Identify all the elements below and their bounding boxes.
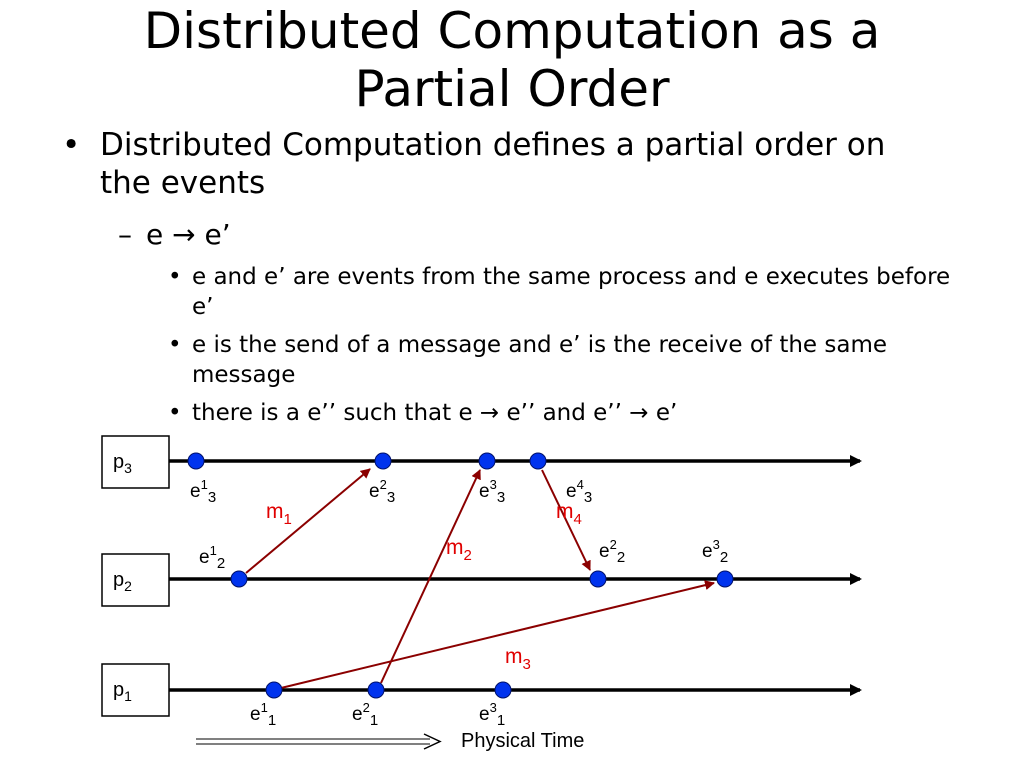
- bullet-dot-icon: •: [168, 264, 182, 290]
- bullet-dash-icon: –: [118, 218, 132, 251]
- event-label-e2-2: $e^2_2$: [599, 537, 626, 566]
- event-label-e3-1: $e^3_1$: [479, 700, 506, 729]
- event-label-e1-3: $e^1_3$: [190, 477, 217, 506]
- process-label-base: p: [113, 679, 125, 701]
- message-label-m1: $m_1$: [266, 500, 292, 528]
- event-dot-e1-1: [266, 682, 282, 698]
- event-dot-e1-3: [188, 453, 204, 469]
- event-label-e3-3: $e^3_3$: [479, 477, 506, 506]
- bullet-level-3-text: there is a e’’ such that e → e’’ and e’’ → e’: [192, 400, 678, 426]
- event-label-e1-2: $e^1_2$: [199, 543, 226, 572]
- process-label-base: p: [113, 569, 125, 591]
- bullet-dot-icon: •: [62, 127, 81, 163]
- event-label-e3-2: $e^3_2$: [702, 537, 729, 566]
- bullet-dot-icon: •: [168, 400, 182, 426]
- event-dot-e3-3: [479, 453, 495, 469]
- event-dot-e3-2: [717, 571, 733, 587]
- event-dot-e4-3: [530, 453, 546, 469]
- event-label-e2-1: $e^2_1$: [352, 700, 379, 729]
- event-dot-e1-2: [231, 571, 247, 587]
- process-label-sub: 2: [124, 578, 132, 594]
- process-label-sub: 3: [124, 460, 132, 476]
- slide-title-line-1: Distributed Computation as a: [143, 2, 881, 60]
- event-dot-e2-2: [590, 571, 606, 587]
- event-dot-e2-3: [375, 453, 391, 469]
- message-label-m4: $m_4$: [556, 500, 582, 528]
- process-label-base: p: [113, 451, 125, 473]
- process-box-p2: [102, 554, 169, 606]
- event-dot-e3-1: [495, 682, 511, 698]
- bullet-level-2-text: e → e’: [146, 218, 231, 251]
- slide-title-line-2: Partial Order: [354, 60, 670, 118]
- process-box-p3: [102, 436, 169, 488]
- process-label-sub: 1: [124, 688, 132, 704]
- message-label-m3: $m_3$: [505, 645, 531, 673]
- bullet-level-1-text: Distributed Computation defines a partial order on the events: [100, 127, 886, 201]
- event-dot-e2-1: [368, 682, 384, 698]
- bullet-dot-icon: •: [168, 332, 182, 358]
- event-label-e2-3: $e^2_3$: [369, 477, 396, 506]
- message-label-m2: $m_2$: [446, 536, 472, 564]
- process-box-p1: [102, 664, 169, 716]
- event-label-e4-3: $e^4_3$: [566, 477, 593, 506]
- event-label-e1-1: $e^1_1$: [250, 700, 277, 729]
- physical-time-arrow: [196, 734, 440, 749]
- bullet-level-3-text: e and e’ are events from the same process and e executes before e’: [192, 264, 951, 320]
- message-m1-arrow: [246, 469, 370, 573]
- message-m3-arrow: [281, 583, 714, 688]
- bullet-level-3-text: e is the send of a message and e’ is the receive of the same message: [192, 332, 888, 388]
- physical-time-label: Physical Time: [461, 730, 585, 752]
